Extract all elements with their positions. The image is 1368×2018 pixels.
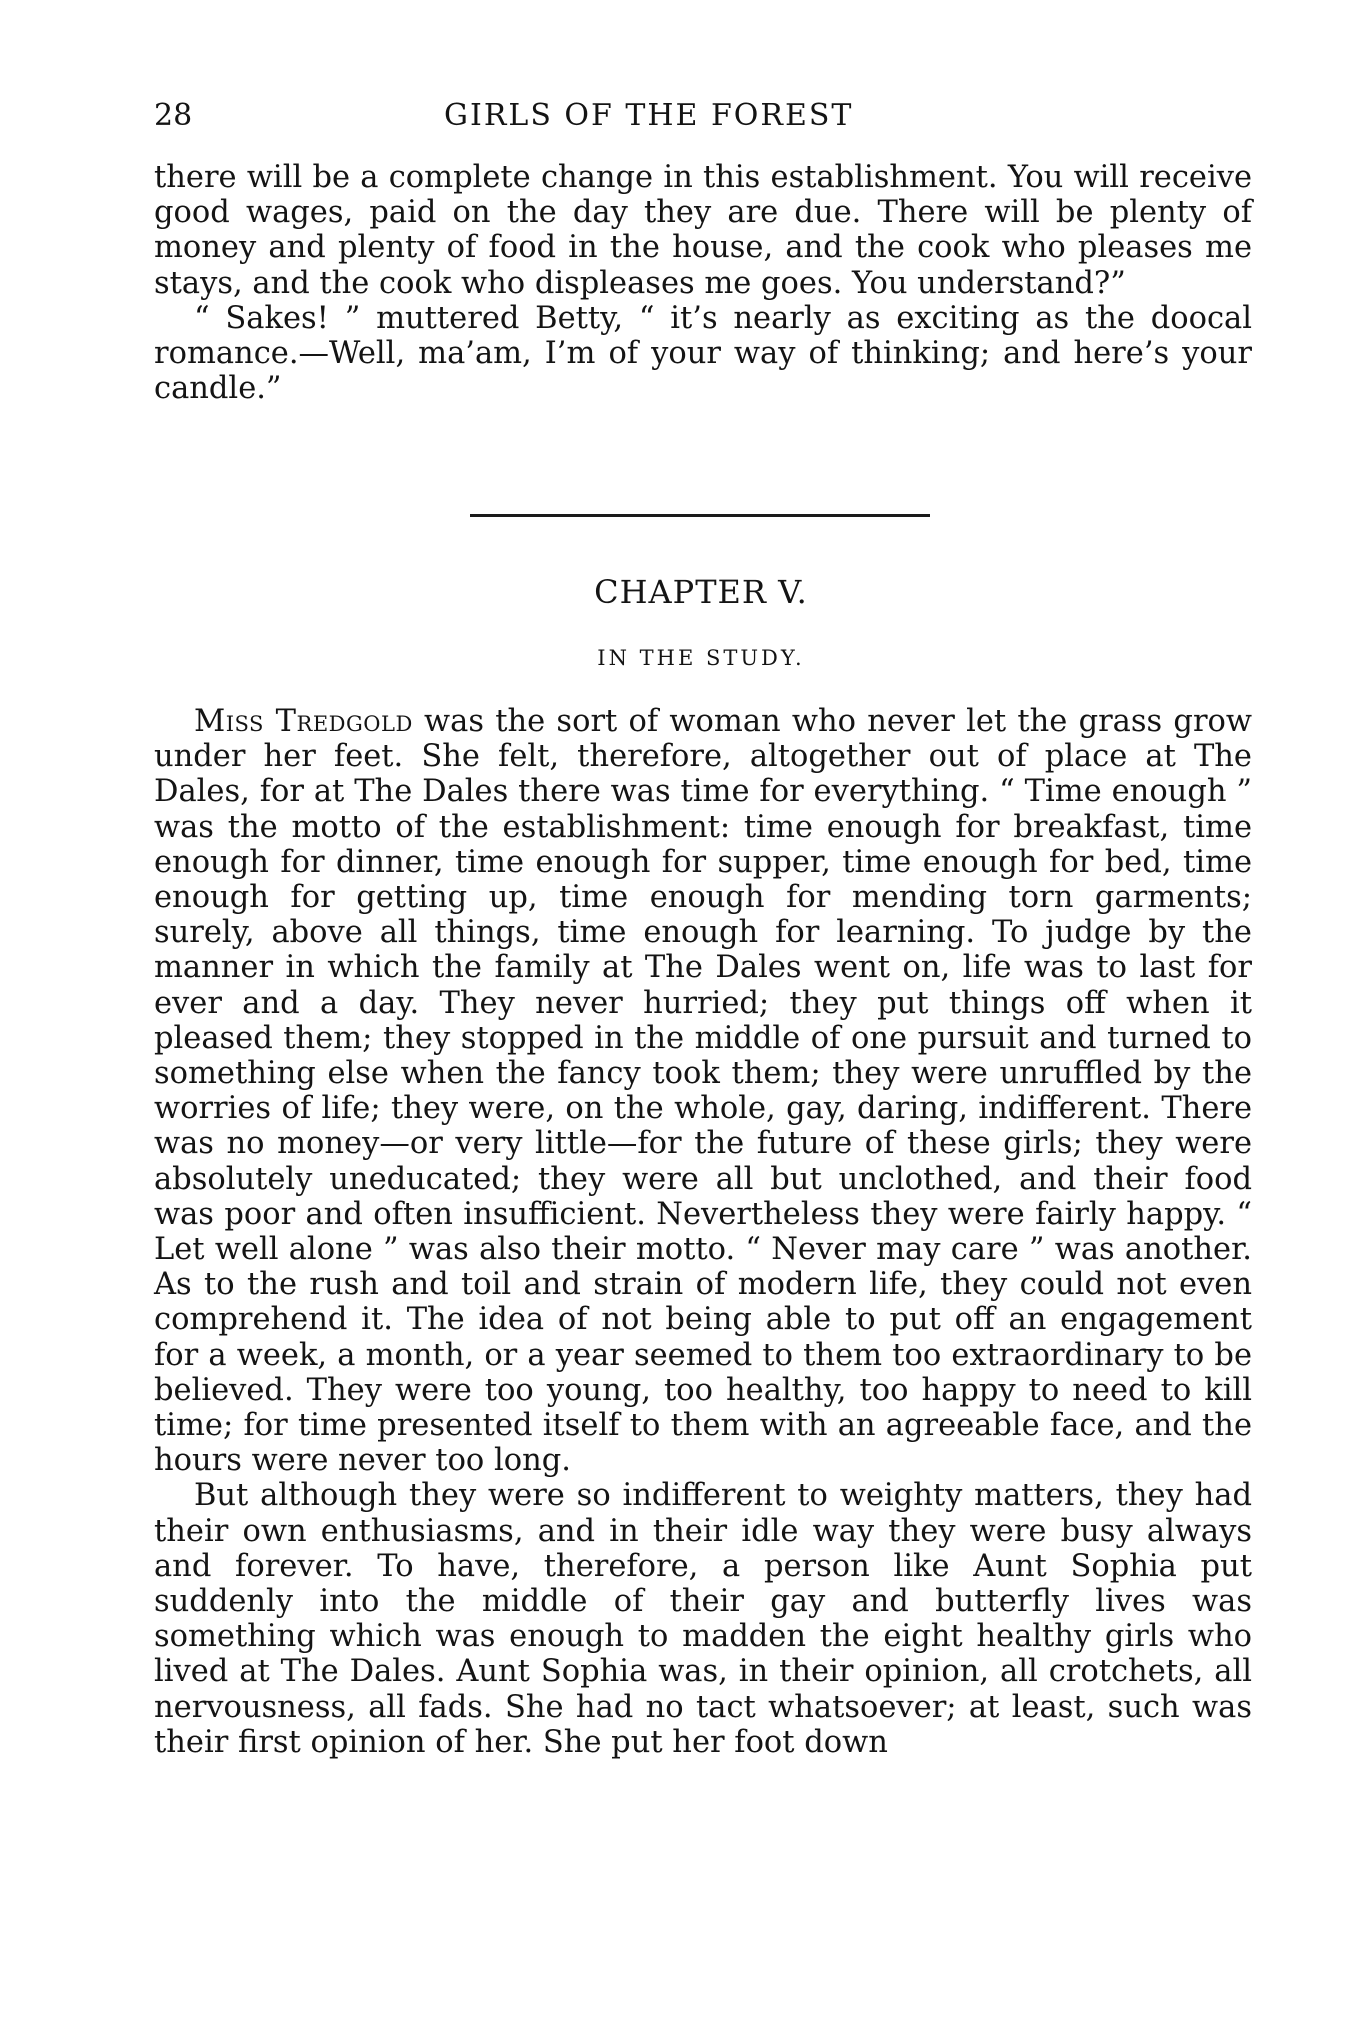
chapter-title: CHAPTER V. bbox=[594, 573, 808, 611]
paragraph-2: But although they were so indifferent to weighty matters, they had their own enthusiasms, and in their idle way they were busy always and forever. To have, therefore, a person like Aunt Sophia put suddenly into the middle of their gay and butterfly lives was something which was enough to madden the eight healthy girls who lived at The Dales. Aunt Sophia was, in their opinion, all crotchets, all nervousness, all fads. She had no tact whatsoever; at least, such was their first opinion of her. She put her foot down bbox=[154, 1478, 1252, 1760]
continued-text bbox=[154, 160, 1252, 406]
paragraph-continued: there will be a complete change in this establishment. You will receive good wages, paid on the day they are due. There will be plenty of money and plenty of food in the house, and the cook who pleases me stays, and the cook who displeases me goes. You understand?” bbox=[154, 160, 1252, 301]
chapter-subtitle: IN THE STUDY. bbox=[597, 646, 805, 670]
page-number: 28 bbox=[154, 98, 193, 133]
paragraph-1-text: was the sort of woman who never let the grass grow under her feet. She felt, therefore, altogether out of place at The Dales, for at The Dales there was time for everything. “ Time enough ” was the motto of the establishment: time enough for breakfast, time enough for dinner, time enough for supper, time enough for bed, time enough for getting up, time enough for mending torn garments; surely, above all things, time enough for learning. To judge by the manner in which the family at The Dales went on, life was to last for ever and a day. They never hurried; they put things off when it pleased them; they stopped in the middle of one pursuit and turned to something else when the fancy took them; they were unruffled by the worries of life; they were, on the whole, gay, daring, indifferent. There was no money—or very little—for the future of these girls; they were absolutely uneducated; they were all but unclothed, and their food was poor and often insufficient. Nevertheless they were fairly happy. “ Let well alone ” was also their motto. “ Never may care ” was another. As to the rush and toil and strain of modern life, they could not even comprehend it. The idea of not being able to put off an engagement for a week, a month, or a year seemed to them too extraordinary to be believed. They were too young, too healthy, too happy to need to kill time; for time presented itself to them with an agreeable face, and the hours were never too long. bbox=[154, 704, 1252, 1479]
paragraph-betty: “ Sakes! ” muttered Betty, “ it’s nearly as exciting as the doocal romance.—Well, ma’am, I’m of your way of thinking; and here’s your candle.” bbox=[154, 300, 1252, 407]
chapter-body bbox=[154, 704, 1252, 1760]
paragraph-1 bbox=[154, 704, 1252, 1478]
running-head bbox=[154, 96, 1254, 136]
section-divider bbox=[470, 514, 930, 517]
book-title: GIRLS OF THE FOREST bbox=[444, 98, 854, 133]
lead-name: Miss Tredgold bbox=[194, 704, 413, 739]
